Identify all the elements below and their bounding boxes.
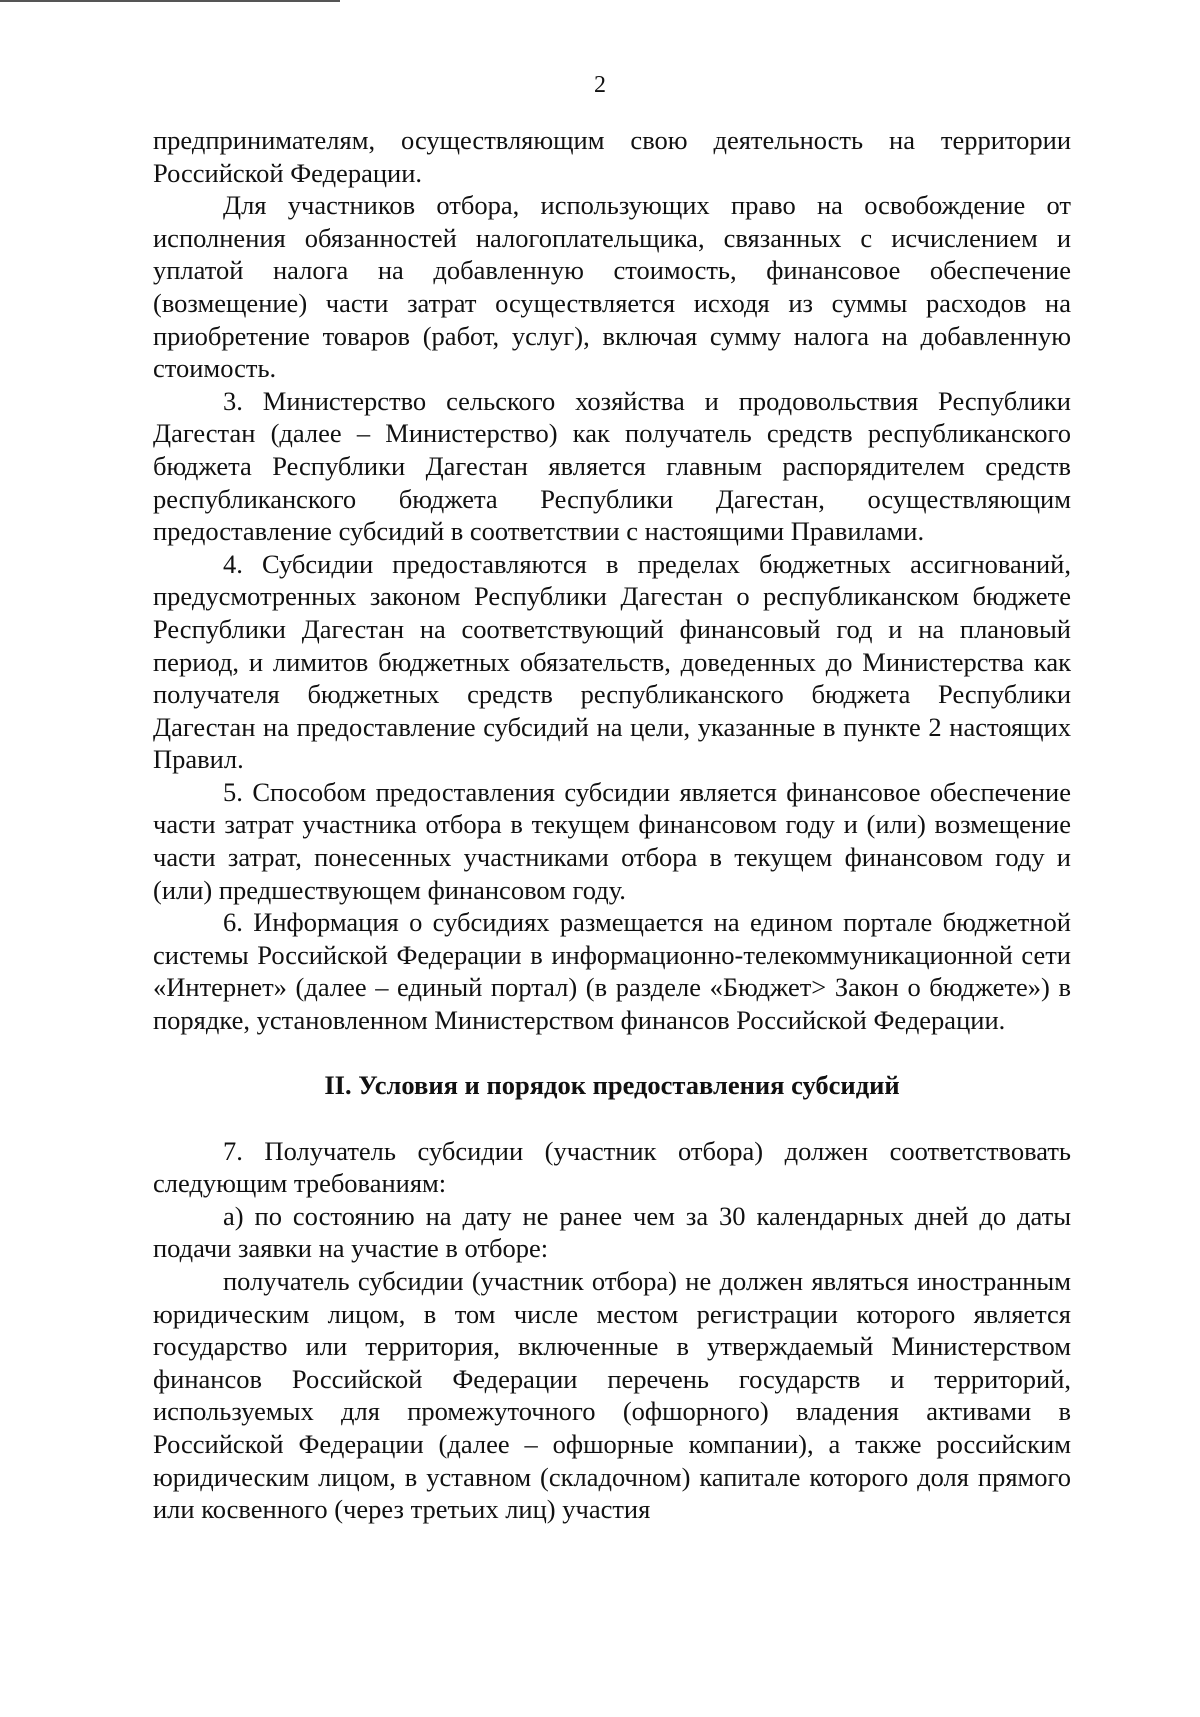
paragraph-continuation: предпринимателям, осуществляющим свою деятельность на территории Российской Федерации.	[153, 125, 1071, 188]
paragraph-item-3: 3. Министерство сельского хозяйства и продовольствия Республики Дагестан (далее – Министерство) как получатель средств республиканского бюджета Республики Дагестан является главным распорядителем средств республиканского бюджета Республики Дагестан, осуществляющим предоставление субсидий в соответствии с настоящими Правилами.	[153, 385, 1071, 547]
paragraph-subitem-a: а) по состоянию на дату не ранее чем за 30 календарных дней до даты подачи заявки на участие в отборе:	[153, 1200, 1071, 1264]
scan-edge-mark	[0, 0, 340, 2]
section-heading: II. Условия и порядок предоставления субсидий	[324, 1069, 900, 1100]
paragraph-vat-exemption: Для участников отбора, использующих право на освобождение от исполнения обязанностей налогоплательщика, связанных с исчислением и уплатой налога на добавленную стоимость, финансовое обеспечение (возмещение) части затрат осуществляется исходя из суммы расходов на приобретение товаров (работ, услуг), включая сумму налога на добавленную стоимость.	[153, 190, 1071, 384]
paragraph-item-7: 7. Получатель субсидии (участник отбора) должен соответствовать следующим требованиям:	[153, 1135, 1071, 1199]
paragraph-item-6: 6. Информация о субсидиях размещается на едином портале бюджетной системы Российской Федерации в информационно-телекоммуникационной сети «Интернет» (далее – единый портал) (в разделе «Бюджет> Закон о бюджете») в порядке, установленном Министерством финансов Российской Федерации.	[153, 907, 1071, 1036]
document-body	[153, 124, 1071, 1526]
paragraph-item-4: 4. Субсидии предоставляются в пределах бюджетных ассигнований, предусмотренных законом Республики Дагестан о республиканском бюджете Республики Дагестан на соответствующий финансовый год и на плановый период, и лимитов бюджетных обязательств, доведенных до Министерства как получателя бюджетных средств республиканского бюджета Республики Дагестан на предоставление субсидий на цели, указанные в пункте 2 настоящих Правил.	[153, 548, 1071, 775]
page-number: 2	[594, 72, 606, 98]
paragraph-offshore-requirement: получатель субсидии (участник отбора) не должен являться иностранным юридическим лицом, в том числе местом регистрации которого является государство или территория, включенные в утверждаемый Министерством финансов Российской Федерации перечень государств и территорий, используемых для промежуточного (офшорного) владения активами в Российской Федерации (далее – офшорные компании), а также российским юридическим лицом, в уставном (складочном) капитале которого доля прямого или косвенного (через третьих лиц) участия	[153, 1266, 1071, 1525]
paragraph-item-5: 5. Способом предоставления субсидии является финансовое обеспечение части затрат участника отбора в текущем финансовом году и (или) возмещение части затрат, понесенных участниками отбора в текущем финансовом году и (или) предшествующем финансовом году.	[153, 776, 1071, 905]
